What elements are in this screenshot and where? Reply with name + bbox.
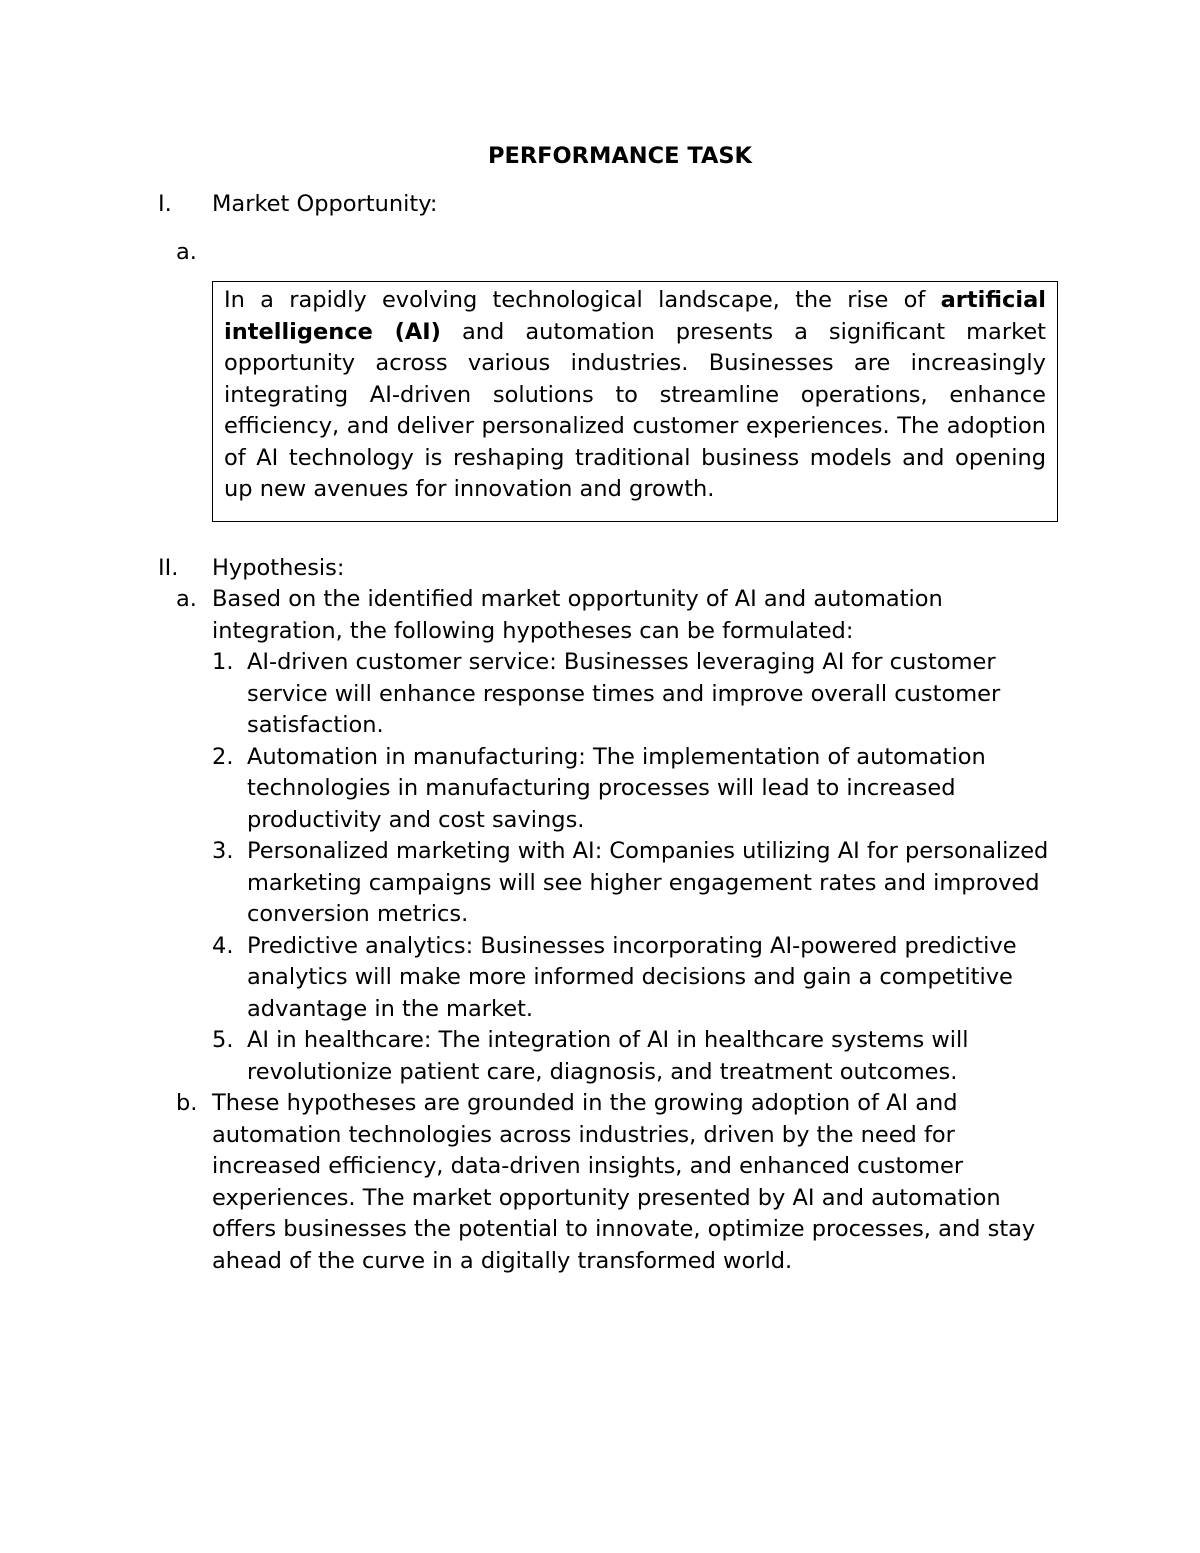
list-marker: 5.	[212, 1027, 234, 1053]
list-marker: a.	[176, 239, 197, 265]
list-item	[212, 836, 1052, 931]
box-text-intro: In a rapidly evolving technological landscape, the rise of	[224, 287, 941, 313]
list-item-a	[176, 584, 1052, 647]
section-heading: Market Opportunity:	[212, 191, 438, 217]
list-item-text: Based on the identified market opportunity of AI and automation integration, the following hypotheses can be formulated:	[212, 586, 943, 644]
box-text-bold: artificial intelligence (AI)	[224, 287, 1046, 345]
list-marker: b.	[176, 1090, 198, 1116]
list-item	[212, 1025, 1052, 1088]
list-item-text: Automation in manufacturing: The implementation of automation technologies in manufacturing processes will lead to increased productivity and cost savings.	[247, 743, 986, 833]
list-item-text: Personalized marketing with AI: Companies utilizing AI for personalized marketing campaigns will see higher engagement rates and improved conversion metrics.	[247, 838, 1049, 927]
market-opportunity-text	[224, 285, 1046, 506]
list-item	[212, 647, 1052, 742]
market-opportunity-box	[212, 281, 1058, 522]
list-item-b	[176, 1088, 1052, 1277]
section-numeral: I.	[158, 191, 172, 217]
list-item-text: AI in healthcare: The integration of AI in healthcare systems will revolutionize patient care, diagnosis, and treatment outcomes.	[247, 1027, 969, 1085]
section-numeral: II.	[158, 555, 179, 581]
list-marker: 3.	[212, 838, 234, 864]
list-item-text: These hypotheses are grounded in the growing adoption of AI and automation technologies across industries, driven by the need for increased efficiency, data-driven insights, and enhanced customer experiences. The market opportunity presented by AI and automation offers businesses the potential to innovate, optimize processes, and stay ahead of the curve in a digitally transformed world.	[212, 1090, 1036, 1274]
list-marker: a.	[176, 586, 197, 612]
box-text-rest: and automation presents a significant market opportunity across various industries. Businesses are increasingly integrating AI-driven solutions to streamline operations, enhance efficiency, and deliver personalized customer experiences. The adoption of AI technology is reshaping traditional business models and opening up new avenues for innovation and growth.	[224, 318, 1046, 502]
page-title: PERFORMANCE TASK	[487, 143, 752, 169]
list-marker: 4.	[212, 932, 234, 959]
numbered-hypotheses	[212, 647, 1052, 1088]
list-item-text: AI-driven customer service: Businesses leveraging AI for customer service will enhance response times and improve overall customer satisfaction.	[247, 649, 1001, 738]
list-item-text: Predictive analytics: Businesses incorporating AI-powered predictive analytics will make more informed decisions and gain a competitive advantage in the market.	[247, 932, 1017, 1022]
list-item	[212, 931, 1052, 1026]
hypothesis-list	[176, 584, 1052, 1277]
list-item	[212, 742, 1052, 837]
list-marker: 2.	[212, 743, 234, 770]
list-marker: 1.	[212, 649, 234, 675]
section-heading: Hypothesis:	[212, 555, 345, 581]
